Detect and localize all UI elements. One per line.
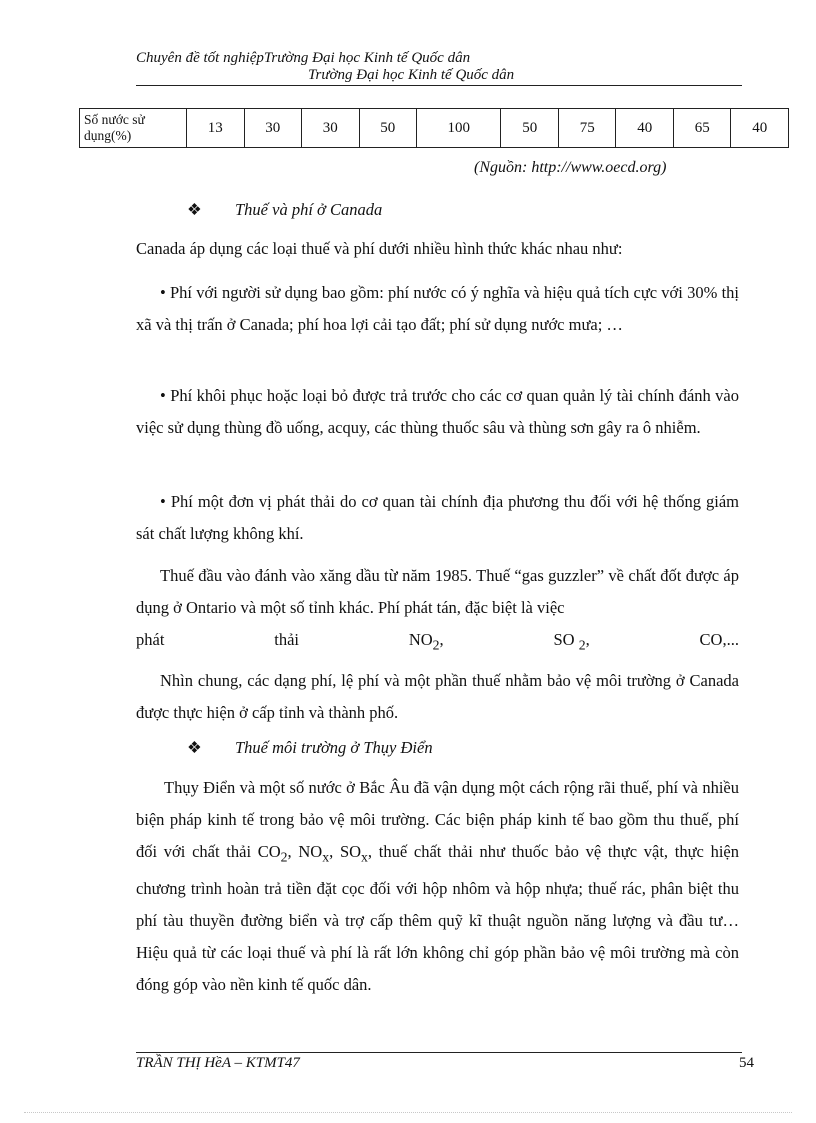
chem-co: CO,... (699, 630, 739, 649)
footer-author: TRẦN THỊ HềA – KTMT47 (136, 1055, 300, 1071)
text-run: , SO (329, 842, 362, 861)
chem-symbol: NO (408, 630, 433, 649)
table-cell: 40 (731, 109, 789, 148)
punct: , (585, 630, 590, 649)
water-usage-table (79, 108, 789, 148)
header-line-2: Trường Đại học Kinh tế Quốc dân (308, 67, 515, 83)
table-row (80, 109, 789, 148)
punct: , (439, 630, 444, 649)
table-cell: 30 (302, 109, 360, 148)
section-heading-canada (187, 200, 382, 220)
bullet-paragraph-2: • Phí khôi phục hoặc loại bỏ được trả trước cho các cơ quan quản lý tài chính đánh vào việc sử dụng thùng đồ uống, acquy, các thùng thuốc sâu và thùng sơn gây ra ô nhiễm. (136, 386, 739, 437)
chem-symbol: SO (553, 630, 575, 649)
page-header (136, 50, 742, 86)
table-cell: 30 (244, 109, 302, 148)
subscript: x (322, 849, 330, 865)
summary-paragraph: Nhìn chung, các dạng phí, lệ phí và một phần thuế nhằm bảo vệ môi trường ở Canada được thực hiện ở cấp tỉnh và thành phố. (136, 671, 739, 722)
word: phát (136, 630, 165, 649)
text-run: Thụy Điển và một số nước ở Bắc Âu đã vận dụng một cách rộng rãi thuế, phí và nhiều biện pháp kinh tế trong bảo vệ môi trường. Các biện pháp kinh tế bao gồm thu thuế, phí đối với chất thải CO (136, 778, 739, 861)
page-number: 54 (739, 1055, 754, 1071)
table-cell: 40 (616, 109, 674, 148)
text-run: , thuế chất thải như thuốc bảo vệ thực vật, thực hiện chương trình hoàn trả tiền đặt cọc đối với hộp nhôm và hộp nhựa; thuế rác, phân biệt thu phí tàu thuyền đường biển và trợ cấp thêm quỹ kĩ thuật nguồn năng lượng và đầu tư… Hiệu quả từ các loại thuế và phí là rất lớn không chỉ góp phần bảo vệ môi trường mà còn đóng góp vào nền kinh tế quốc dân. (136, 842, 739, 995)
bullet-paragraph-3: • Phí một đơn vị phát thải do cơ quan tài chính địa phương thu đối với hệ thống giám sát chất lượng không khí. (136, 492, 739, 543)
section-heading-sweden (187, 738, 433, 758)
table-cell: 13 (187, 109, 245, 148)
bullet-paragraph-1: • Phí với người sử dụng bao gồm: phí nước có ý nghĩa và hiệu quả tích cực với 30% thị xã và thị trấn ở Canada; phí hoa lợi cải tạo đất; phí sử dụng nước mưa; … (136, 283, 739, 334)
table-cell: 65 (673, 109, 731, 148)
header-line-1: Chuyên đề tốt nghiệpTrường Đại học Kinh tế Quốc dân (136, 50, 471, 66)
table-cell: 50 (501, 109, 559, 148)
tax-paragraph-last-line (136, 624, 739, 661)
table-cell: 75 (558, 109, 616, 148)
subscript: 2 (280, 849, 288, 865)
sweden-paragraph (136, 772, 739, 1001)
diamond-bullet-icon: ❖ (187, 738, 202, 757)
section-title: Thuế và phí ở Canada (235, 200, 383, 219)
subscript: 2 (432, 637, 440, 653)
table-row-label: Số nước sử dụng(%) (80, 109, 187, 148)
subscript: 2 (578, 637, 586, 653)
word: thải (274, 630, 299, 649)
diamond-bullet-icon: ❖ (187, 200, 202, 219)
page-edge (24, 1112, 792, 1113)
intro-paragraph: Canada áp dụng các loại thuế và phí dưới nhiều hình thức khác nhau như: (136, 239, 623, 258)
section-title: Thuế môi trường ở Thụy Điển (235, 738, 433, 757)
page-footer (136, 1052, 754, 1075)
tax-paragraph-body: Thuế đầu vào đánh vào xăng dầu từ năm 1985. Thuế “gas guzzler” về chất đốt được áp dụng ở Ontario và một số tỉnh khác. Phí phát tán, đặc biệt là việc (136, 566, 739, 617)
tax-paragraph (136, 560, 739, 661)
text-run: , NO (287, 842, 323, 861)
chem-no2 (409, 624, 444, 661)
chem-so2 (554, 624, 590, 661)
table-source: (Nguồn: http://www.oecd.org) (474, 159, 667, 176)
subscript: x (361, 849, 368, 865)
table-cell: 50 (359, 109, 417, 148)
table-cell: 100 (417, 109, 501, 148)
